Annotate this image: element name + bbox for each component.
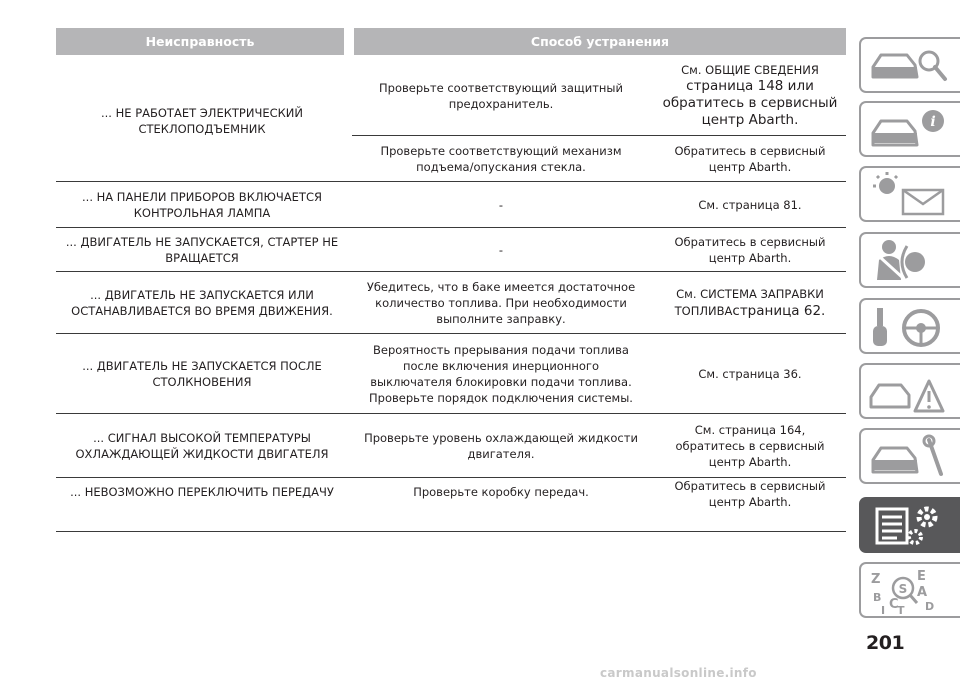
reference-text: См. ОБЩИЕ СВЕДЕНИЯ <box>681 63 819 77</box>
row-divider <box>56 531 846 532</box>
index-letter-z: Z <box>871 572 881 587</box>
reference-cell: Обратитесь в сервисный центр Abarth. <box>674 143 826 174</box>
car-accident-warning-icon <box>867 369 955 415</box>
reference-text: См. СИСТЕМА ЗАПРАВКИ ТОПЛИВА <box>674 286 824 318</box>
check-cell: Проверьте уровень охлаждающей жидкости двигателя. <box>364 430 638 461</box>
reference-cell: См. страница 164, обратитесь в сервисный центр Abarth. <box>675 422 825 470</box>
reference-cell <box>654 62 846 134</box>
tab-safety[interactable] <box>859 232 960 288</box>
check-cell: Вероятность прерывания подачи топлива после включения инерционного выключателя блокировки подачи топлива. Проверьте порядок подключения системы. <box>369 342 633 406</box>
reference-cell: Обратитесь в сервисный центр Abarth. <box>674 479 826 510</box>
reference-cell <box>654 273 846 333</box>
tab-starting-driving[interactable] <box>859 298 960 354</box>
page-number: 201 <box>866 632 905 654</box>
fault-cell: ... ДВИГАТЕЛЬ НЕ ЗАПУСКАЕТСЯ ИЛИ ОСТАНАВЛИВАЕТСЯ ВО ВРЕМЯ ДВИЖЕНИЯ. <box>71 287 333 318</box>
reference-cell: Обратитесь в сервисный центр Abarth. <box>674 234 826 265</box>
tab-car-info[interactable] <box>859 101 960 157</box>
index-letter-c: C <box>889 597 899 612</box>
index-letter-b: B <box>873 591 882 604</box>
check-cell: Проверьте коробку передач. <box>413 485 589 499</box>
warning-light-message-icon <box>867 172 955 218</box>
fault-cell: ... НЕ РАБОТАЕТ ЭЛЕКТРИЧЕСКИЙ СТЕКЛОПОДЪЕМНИК <box>101 105 303 136</box>
check-cell: - <box>498 242 504 257</box>
index-letter-i: I <box>881 604 886 614</box>
tab-emergency[interactable] <box>859 363 960 419</box>
index-letter-s: S <box>898 582 908 596</box>
reference-cell: См. страница 81. <box>698 197 802 212</box>
tab-warning-lights[interactable] <box>859 166 960 222</box>
fault-cell: ... НА ПАНЕЛИ ПРИБОРОВ ВКЛЮЧАЕТСЯ КОНТРОЛЬНАЯ ЛАМПА <box>82 189 322 220</box>
fault-cell: ... СИГНАЛ ВЫСОКОЙ ТЕМПЕРАТУРЫ ОХЛАЖДАЮЩЕЙ ЖИДКОСТИ ДВИГАТЕЛЯ <box>75 430 329 461</box>
alphabetical-index-icon <box>867 568 955 614</box>
fault-cell: ... ДВИГАТЕЛЬ НЕ ЗАПУСКАЕТСЯ ПОСЛЕ СТОЛКНОВЕНИЯ <box>82 358 322 389</box>
reference-page: страница 62. <box>732 302 826 319</box>
row-divider <box>56 271 846 272</box>
key-steering-wheel-icon <box>867 304 955 350</box>
tab-maintenance[interactable] <box>859 428 960 484</box>
fault-cell: ... ДВИГАТЕЛЬ НЕ ЗАПУСКАЕТСЯ, СТАРТЕР НЕ ВРАЩАЕТСЯ <box>65 234 339 265</box>
row-divider <box>56 181 846 182</box>
index-letter-e: E <box>917 569 926 584</box>
tab-car-magnifier[interactable] <box>859 37 960 93</box>
list-settings-icon <box>867 503 955 549</box>
car-magnifier-icon <box>867 43 955 89</box>
row-divider <box>56 413 846 414</box>
index-letter-a: A <box>917 585 928 600</box>
seat-belt-airbag-icon <box>867 238 955 284</box>
watermark: carmanualsonline.info <box>600 666 757 680</box>
car-maintenance-tools-icon <box>867 434 955 480</box>
car-info-icon <box>867 107 955 153</box>
tab-technical-specifications[interactable] <box>859 497 960 553</box>
index-letter-d: D <box>925 600 935 613</box>
check-cell: Убедитесь, что в баке имеется достаточное количество топлива. При необходимости выполните заправку. <box>366 279 636 327</box>
header-fault: Неисправность <box>56 28 344 55</box>
header-remedy: Способ устранения <box>354 28 846 55</box>
fault-cell: ... НЕВОЗМОЖНО ПЕРЕКЛЮЧИТЬ ПЕРЕДАЧУ <box>70 485 334 499</box>
reference-cell: См. страница 36. <box>698 366 802 381</box>
index-letter-t: T <box>897 604 905 614</box>
row-divider <box>352 135 846 136</box>
row-divider <box>56 333 846 334</box>
check-cell: Проверьте соответствующий защитный предохранитель. <box>379 81 623 112</box>
reference-page: страница 148 или обратитесь в сервисный центр Abarth. <box>662 78 838 128</box>
row-divider <box>56 227 846 228</box>
check-cell: Проверьте соответствующий механизм подъема/опускания стекла. <box>380 143 622 174</box>
check-cell: - <box>498 197 504 212</box>
tab-index[interactable] <box>859 562 960 618</box>
svg-text:i: i <box>930 114 936 130</box>
